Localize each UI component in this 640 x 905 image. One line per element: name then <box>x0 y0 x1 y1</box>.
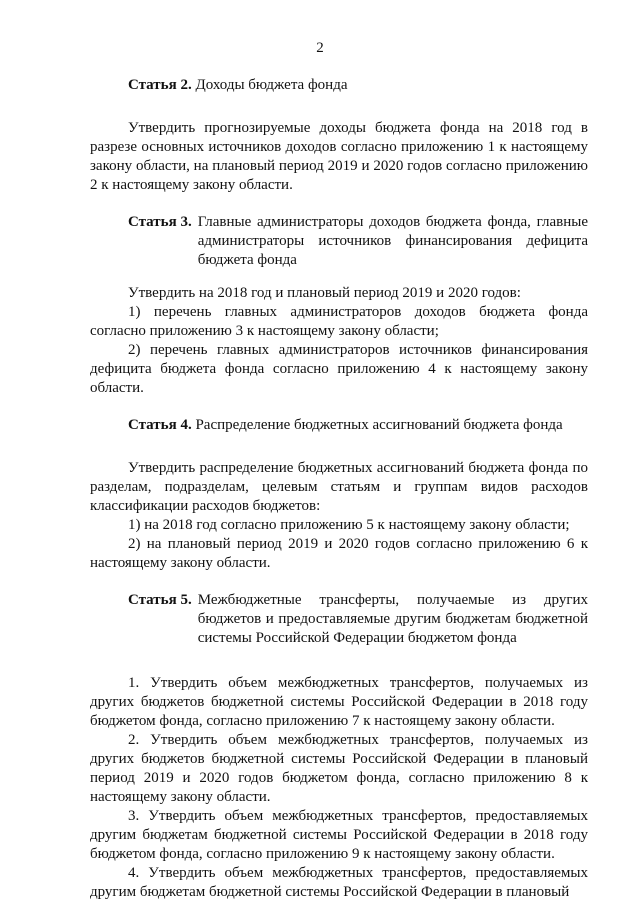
article-4-heading <box>128 416 588 435</box>
paragraph: 4. Утвердить объем межбюджетных трансфертов, предоставляемых другим бюджетам бюджетной системы Российской Федерации в плановый <box>90 865 588 900</box>
article-label: Статья 5. <box>128 592 192 608</box>
paragraph: Утвердить распределение бюджетных ассигнований бюджета фонда по разделам, подразделам, целевым статьям и группам видов расходов классификации расходов бюджетов: <box>90 460 588 514</box>
article-label: Статья 2. <box>128 77 192 93</box>
article-5-heading <box>128 591 588 648</box>
article-label: Статья 3. <box>128 214 192 230</box>
paragraph: 1) на 2018 год согласно приложению 5 к настоящему закону области; <box>128 517 570 533</box>
article-title: Межбюджетные трансферты, получаемые из других бюджетов и предоставляемые другим бюджетам бюджетной системы Российской Федерации бюджетом фонда <box>197 592 588 646</box>
article-3-heading <box>128 213 588 270</box>
paragraph: 2) на плановый период 2019 и 2020 годов согласно приложению 6 к настоящему закону области. <box>90 536 588 571</box>
article-title: Главные администраторы доходов бюджета фонда, главные администраторы источников финансирования дефицита бюджета фонда <box>197 214 588 268</box>
paragraph: Утвердить на 2018 год и плановый период 2019 и 2020 годов: <box>128 285 521 301</box>
page-number: 2 <box>316 40 324 56</box>
paragraph: 1. Утвердить объем межбюджетных трансфертов, получаемых из других бюджетов бюджетной системы Российской Федерации в 2018 году бюджетом фонда, согласно приложению 7 к настоящему закону области. <box>90 675 588 729</box>
paragraph: 2) перечень главных администраторов источников финансирования дефицита бюджета фонда согласно приложению 4 к настоящему закону области. <box>90 342 588 396</box>
paragraph: 1) перечень главных администраторов доходов бюджета фонда согласно приложению 3 к настоящему закону области; <box>90 304 588 339</box>
article-title: Распределение бюджетных ассигнований бюджета фонда <box>195 417 563 433</box>
paragraph: 3. Утвердить объем межбюджетных трансфертов, предоставляемых другим бюджетам бюджетной системы Российской Федерации в 2018 году бюджетом фонда, согласно приложению 9 к настоящему закону области. <box>90 808 588 862</box>
paragraph: Утвердить прогнозируемые доходы бюджета фонда на 2018 год в разрезе основных источников доходов согласно приложению 1 к настоящему закону области, на плановый период 2019 и 2020 годов согласно приложению 2 к настоящему закону области. <box>90 120 588 193</box>
paragraph: 2. Утвердить объем межбюджетных трансфертов, получаемых из других бюджетов бюджетной системы Российской Федерации в плановый период 2019 и 2020 годов бюджетом фонда, согласно приложению 8 к настоящему закону области. <box>90 732 588 805</box>
document-body <box>90 76 588 902</box>
article-label: Статья 4. <box>128 417 192 433</box>
article-title: Доходы бюджета фонда <box>195 77 348 93</box>
article-2-heading <box>128 76 588 95</box>
